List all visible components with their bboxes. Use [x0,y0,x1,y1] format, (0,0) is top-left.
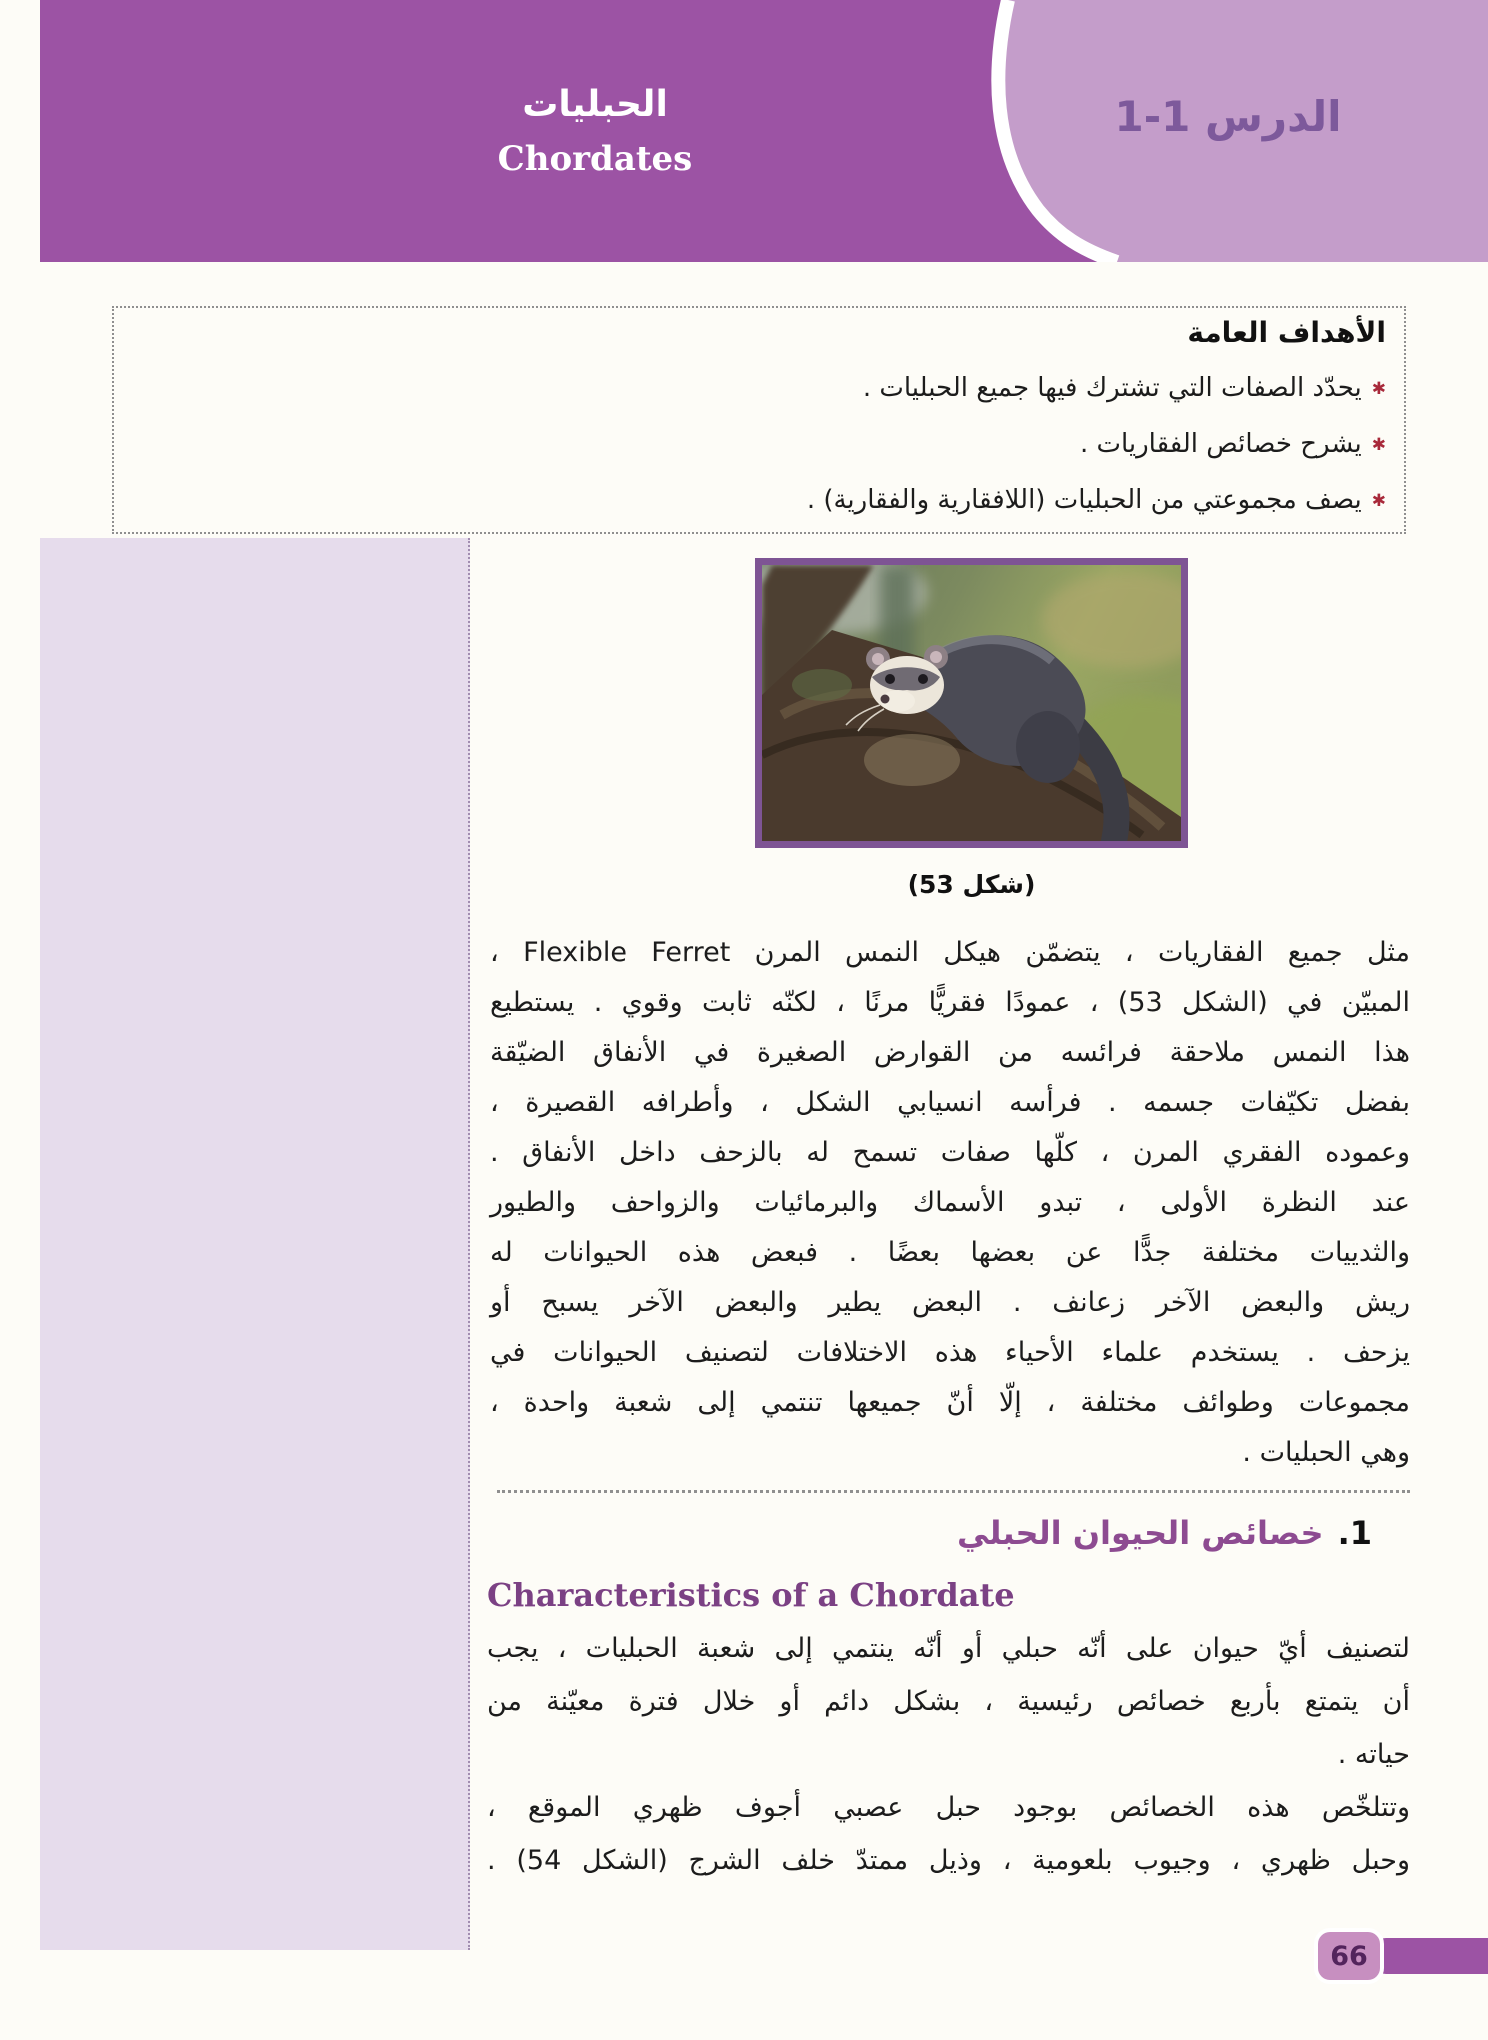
page-title-arabic: الحبليات [522,84,668,125]
page-title-english: Chordates [497,139,693,179]
characteristics-paragraph [487,1622,1410,1887]
section-title-english: Characteristics of a Chordate [487,1576,1015,1614]
objectives-list [132,361,1386,529]
paragraph-line: وحبل ظهري ، وجيوب بلعومية ، وذيل ممتدّ خلف الشرج (الشكل 54) . [487,1845,1410,1876]
figure-caption: (شكل 53) [907,870,1036,899]
paragraph-line: عند النظرة الأولى ، تبدو الأسماك والبرمائيات والزواحف والطيور [490,1187,1410,1218]
objective-item [132,473,1386,529]
dotted-separator [497,1490,1410,1493]
paragraph-line: بفضل تكيّفات جسمه . فرأسه انسيابي الشكل ، وأطرافه القصيرة ، [490,1087,1410,1118]
paragraph-line: يزحف . يستخدم علماء الأحياء هذه الاختلافات لتصنيف الحيوانات في [490,1337,1410,1368]
lesson-number-label: الدرس 1-1 [1114,92,1342,141]
paragraph-line: وهي الحبليات . [1242,1437,1410,1468]
page-title [370,84,820,179]
paragraph-line: حياته . [1337,1739,1410,1770]
objective-text: يصف مجموعتي من الحبليات (اللافقارية والفقارية) . [806,485,1362,515]
objectives-box [112,306,1406,534]
paragraph-line: وعموده الفقري المرن ، كلّها صفات تسمح له بالزحف داخل الأنفاق . [490,1137,1410,1168]
paragraph-line: وتتلخّص هذه الخصائص بوجود حبل عصبي أجوف ظهري الموقع ، [487,1792,1410,1823]
page-number-badge: 66 [1314,1928,1384,1984]
objective-text: يحدّد الصفات التي تشترك فيها جميع الحبليات . [862,373,1362,403]
ferret-photo [755,558,1188,848]
main-paragraph [490,928,1410,1478]
paragraph-line: أن يتمتع بأربع خصائص رئيسية ، بشكل دائم أو خلال فترة معيّنة من [487,1686,1410,1717]
asterisk-bullet-icon: ✱ [1371,491,1386,511]
figure-53 [755,558,1188,899]
objective-item [132,361,1386,417]
paragraph-line: مثل جميع الفقاريات ، يتضمّن هيكل النمس المرن Flexible Ferret ، [490,937,1411,968]
section-heading [957,1514,1372,1552]
paragraph-line: هذا النمس ملاحقة فرائسه من القوارض الصغيرة في الأنفاق الضيّقة [490,1037,1410,1068]
left-sidebar-panel [40,538,470,1950]
paragraph-line: لتصنيف أيّ حيوان على أنّه حبلي أو أنّه ينتمي إلى شعبة الحبليات ، يجب [487,1633,1410,1664]
section-title-arabic: خصائص الحيوان الحبلي [957,1514,1324,1552]
section-number: 1. [1337,1514,1372,1552]
paragraph-line: ريش والبعض الآخر زعانف . البعض يطير والبعض الآخر يسبح أو [490,1287,1410,1318]
footer-bar [1368,1938,1488,1974]
asterisk-bullet-icon: ✱ [1371,435,1386,455]
paragraph-line: مجموعات وطوائف مختلفة ، إلّا أنّ جميعها تنتمي إلى شعبة واحدة ، [490,1387,1410,1418]
asterisk-bullet-icon: ✱ [1371,379,1386,399]
paragraph-line: والثدييات مختلفة جدًّا عن بعضها بعضًا . فبعض هذه الحيوانات له [490,1237,1410,1268]
objectives-title: الأهداف العامة [1187,316,1386,349]
objective-item [132,417,1386,473]
objective-text: يشرح خصائص الفقاريات . [1079,429,1362,459]
paragraph-line: المبيّن في (الشكل 53) ، عمودًا فقريًّا مرنًا ، لكنّه ثابت وقوي . يستطيع [490,987,1410,1018]
lesson-banner [40,0,1488,262]
